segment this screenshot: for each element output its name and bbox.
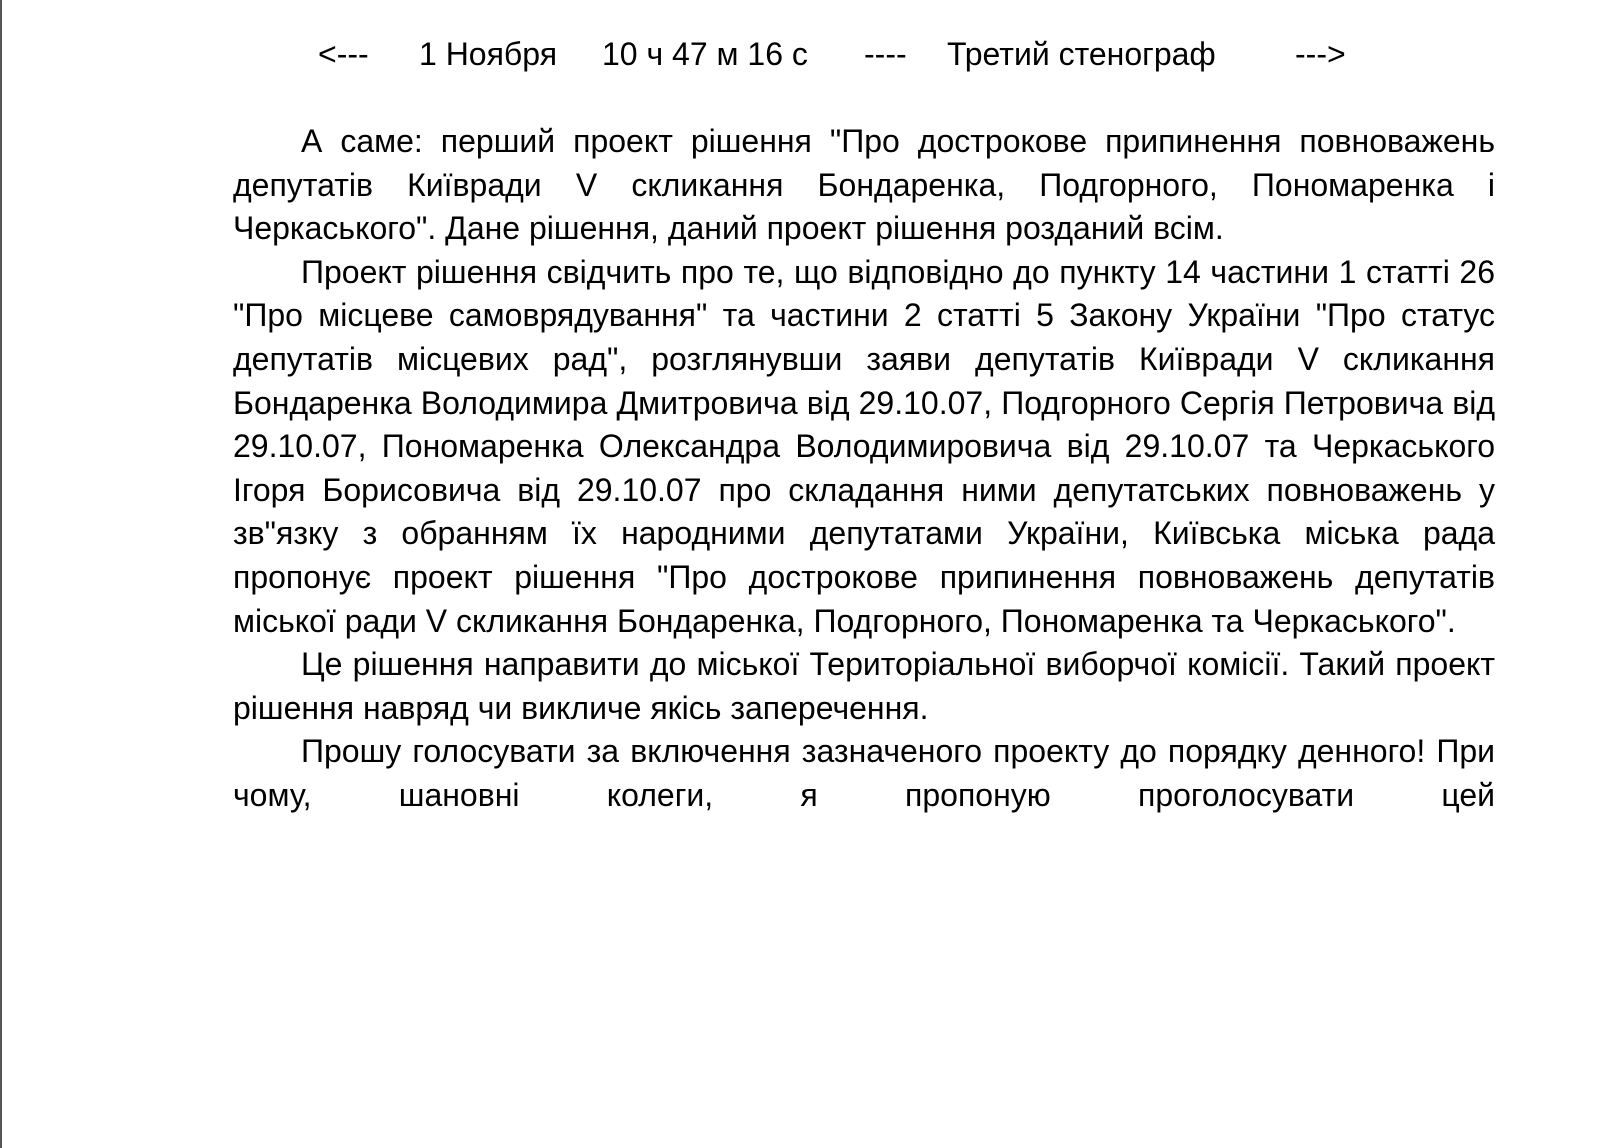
stenographer-label: Третий стенограф xyxy=(947,36,1216,72)
next-page-arrow[interactable]: ---> xyxy=(1295,36,1346,72)
paragraph-2: Проект рішення свідчить про те, що відповідно до пункту 14 частини 1 статті 26 "Про місцеве самоврядування" та частини 2 статті 5 Закону України "Про статус депутатів місцевих рад", розглянувши заяви депутатів Київради V скликання Бондаренка Володимира Дмитровича від 29.10.07, Подгорного Сергія Петровича від 29.10.07, Пономаренка Олександра Володимировича від 29.10.07 та Черкаського Ігоря Борисовича від 29.10.07 про складання ними депутатських повноважень у зв"язку з обранням їх народними депутатами України, Київська міська рада пропонує проект рішення "Про дострокове припинення повноважень депутатів міської ради V скликання Бондаренка, Подгорного, Пономаренка та Черкаського". xyxy=(233,253,1495,639)
header-time: 10 ч 47 м 16 с xyxy=(602,36,808,72)
header-separator: ---- xyxy=(864,36,907,72)
paragraph-4: Прошу голосувати за включення зазначеного проекту до порядку денного! При чому, шановні колеги, я пропоную проголосувати цей xyxy=(233,733,1495,813)
paragraph-3: Це рішення направити до міської Територіальної виборчої комісії. Такий проект рішення навряд чи викличе якісь заперечення. xyxy=(233,646,1495,726)
transcript-header xyxy=(0,30,1602,78)
header-date: 1 Ноября xyxy=(419,36,558,72)
paragraph-1: А саме: перший проект рішення "Про дострокове припинення повноважень депутатів Київради V скликання Бондаренка, Подгорного, Пономаренка і Черкаського". Дане рішення, даний проект рішення розданий всім. xyxy=(233,123,1495,247)
transcript-body xyxy=(233,120,1495,818)
prev-page-arrow[interactable]: <--- xyxy=(318,36,369,72)
